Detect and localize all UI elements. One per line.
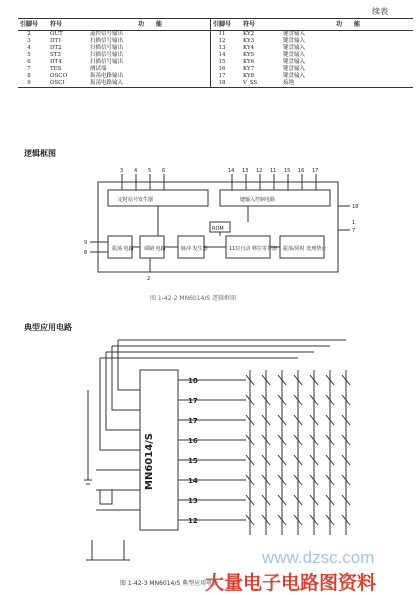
chip-pin: 17 [188,397,198,405]
chip-pin: 17 [188,417,198,425]
bd-pin: 14 [228,168,235,174]
pin-number: 13 [218,45,226,51]
pin-function: 键盘输入 [283,38,306,44]
bd-pin: 1 [352,220,356,226]
pin-number: 8 [27,73,31,79]
pin-number: 5 [27,52,31,58]
bd-pin: 17 [312,168,319,174]
pin-number: 17 [218,73,226,79]
col-symbol: 符号 [40,19,90,31]
table-row [18,59,413,66]
pin-function: 扫描信号输出 [90,59,211,66]
watermark-text: 大量电子电路图资料 [205,572,377,594]
bd-rom: ROM [212,226,224,232]
bd-pin: 9 [84,240,88,246]
bd-pin: 5 [148,168,152,174]
bd-pin: 6 [162,168,166,174]
pin-number: 16 [218,66,226,72]
bd-osc: 振荡 电路 [112,246,134,252]
pin-symbol: DT4 [50,59,62,65]
pin-function: 键盘输入 [283,45,306,51]
pin-symbol: KY2 [243,31,255,37]
bd-key-input: 键输入控制电路 [240,197,276,203]
bd-pin: 11 [270,168,277,174]
col-function-2: 功 能 [283,19,413,31]
pin-function: 键盘输入 [283,59,306,65]
table-row [18,38,413,45]
table-row [18,31,413,39]
pin-number: 4 [27,45,31,51]
app-circuit-heading: 典型应用电路 [24,322,72,332]
bd-pin: 3 [120,168,124,174]
pin-function: 键盘输入 [283,52,306,58]
bd-pin: 13 [242,168,249,174]
pin-table [18,18,413,88]
pin-number: 6 [27,59,31,65]
bd-reset: 振荡/同时 处理禁止 [283,246,327,252]
app-caption: 图 1-42-3 MN6014/S 典型应用电路 [120,580,219,587]
pin-symbol: KY6 [243,59,255,65]
pin-function: 键盘输入 [283,73,306,79]
pin-symbol: KY4 [243,45,255,51]
bd-shift: 11位自动 移位寄存器 [229,246,277,252]
pin-number: 12 [218,38,226,44]
pin-symbol: OSCO [50,73,67,79]
bd-pin: 8 [84,250,88,256]
table-row [18,73,413,80]
watermark-url: www.dzsc.com [262,548,375,567]
continued-label: 续表 [372,7,388,16]
table-row [18,80,413,88]
pin-number: 11 [218,31,226,37]
bd-pin: 18 [352,204,359,210]
bd-timing: 定时信号发生器 [118,197,154,203]
table-row [18,66,413,73]
pin-symbol: OUT [50,31,63,37]
pin-number: 3 [27,38,31,44]
pin-function: 键盘输入 [283,66,306,72]
pin-number: 9 [18,80,40,88]
bd-pin: 15 [284,168,291,174]
pin-symbol: KY3 [243,38,255,44]
chip-pin: 14 [188,477,198,485]
block-diagram-heading: 逻辑框图 [24,148,56,158]
bd-pin: 4 [134,168,138,174]
pin-number: 14 [218,52,226,58]
col-pin-2: 引脚号 [211,19,234,31]
pin-symbol: DT2 [50,45,62,51]
pin-function: 接地 [283,80,413,88]
bd-pin: 2 [147,276,151,282]
pin-function: 扫描信号输出 [90,52,211,59]
pin-symbol: TES [50,66,62,72]
logic-block-diagram [0,160,418,320]
chip-label: MN6014/S [144,432,155,490]
pin-function: 遥控信号输出 [90,31,211,39]
pin-function: 扫描信号输出 [90,45,211,52]
bd-pin: 12 [256,168,263,174]
pin-function: 测试端 [90,66,211,73]
pin-symbol: DT1 [50,38,62,44]
pin-symbol: ST3 [50,52,61,58]
bd-caption: 图 1-42-2 MN6014/S 逻辑框图 [150,295,237,302]
pin-symbol: KY5 [243,52,255,58]
pin-function: 键盘输入 [283,31,306,37]
pin-symbol: KY8 [243,73,255,79]
pin-function: 振荡电路输入 [90,80,211,88]
table-row [18,52,413,59]
bd-pin: 16 [298,168,305,174]
col-pin: 引脚号 [18,19,40,31]
chip-pin: 15 [188,457,198,465]
pin-number: 15 [218,59,226,65]
bd-pin: 7 [352,228,356,234]
pin-function: 扫描信号输出 [90,38,211,45]
chip-pin: 16 [188,437,198,445]
chip-pin: 12 [188,517,198,525]
pin-number: 7 [27,66,31,72]
chip-pin: 13 [188,497,198,505]
chip-pin: 10 [188,377,198,385]
pin-number: 18 [211,80,234,88]
table-row [18,45,413,52]
bd-pulse: 脉冲 发生器 [181,246,208,252]
pin-symbol: OSCI [40,80,90,88]
pin-symbol: KY7 [243,66,255,72]
col-function: 功 能 [90,19,211,31]
bd-mod: 调制 电路 [144,246,166,252]
pin-function: 振荡电路输出 [90,73,211,80]
col-symbol-2: 符号 [233,19,283,31]
pin-symbol: V_SS [233,80,283,88]
pin-number: 2 [27,31,31,37]
